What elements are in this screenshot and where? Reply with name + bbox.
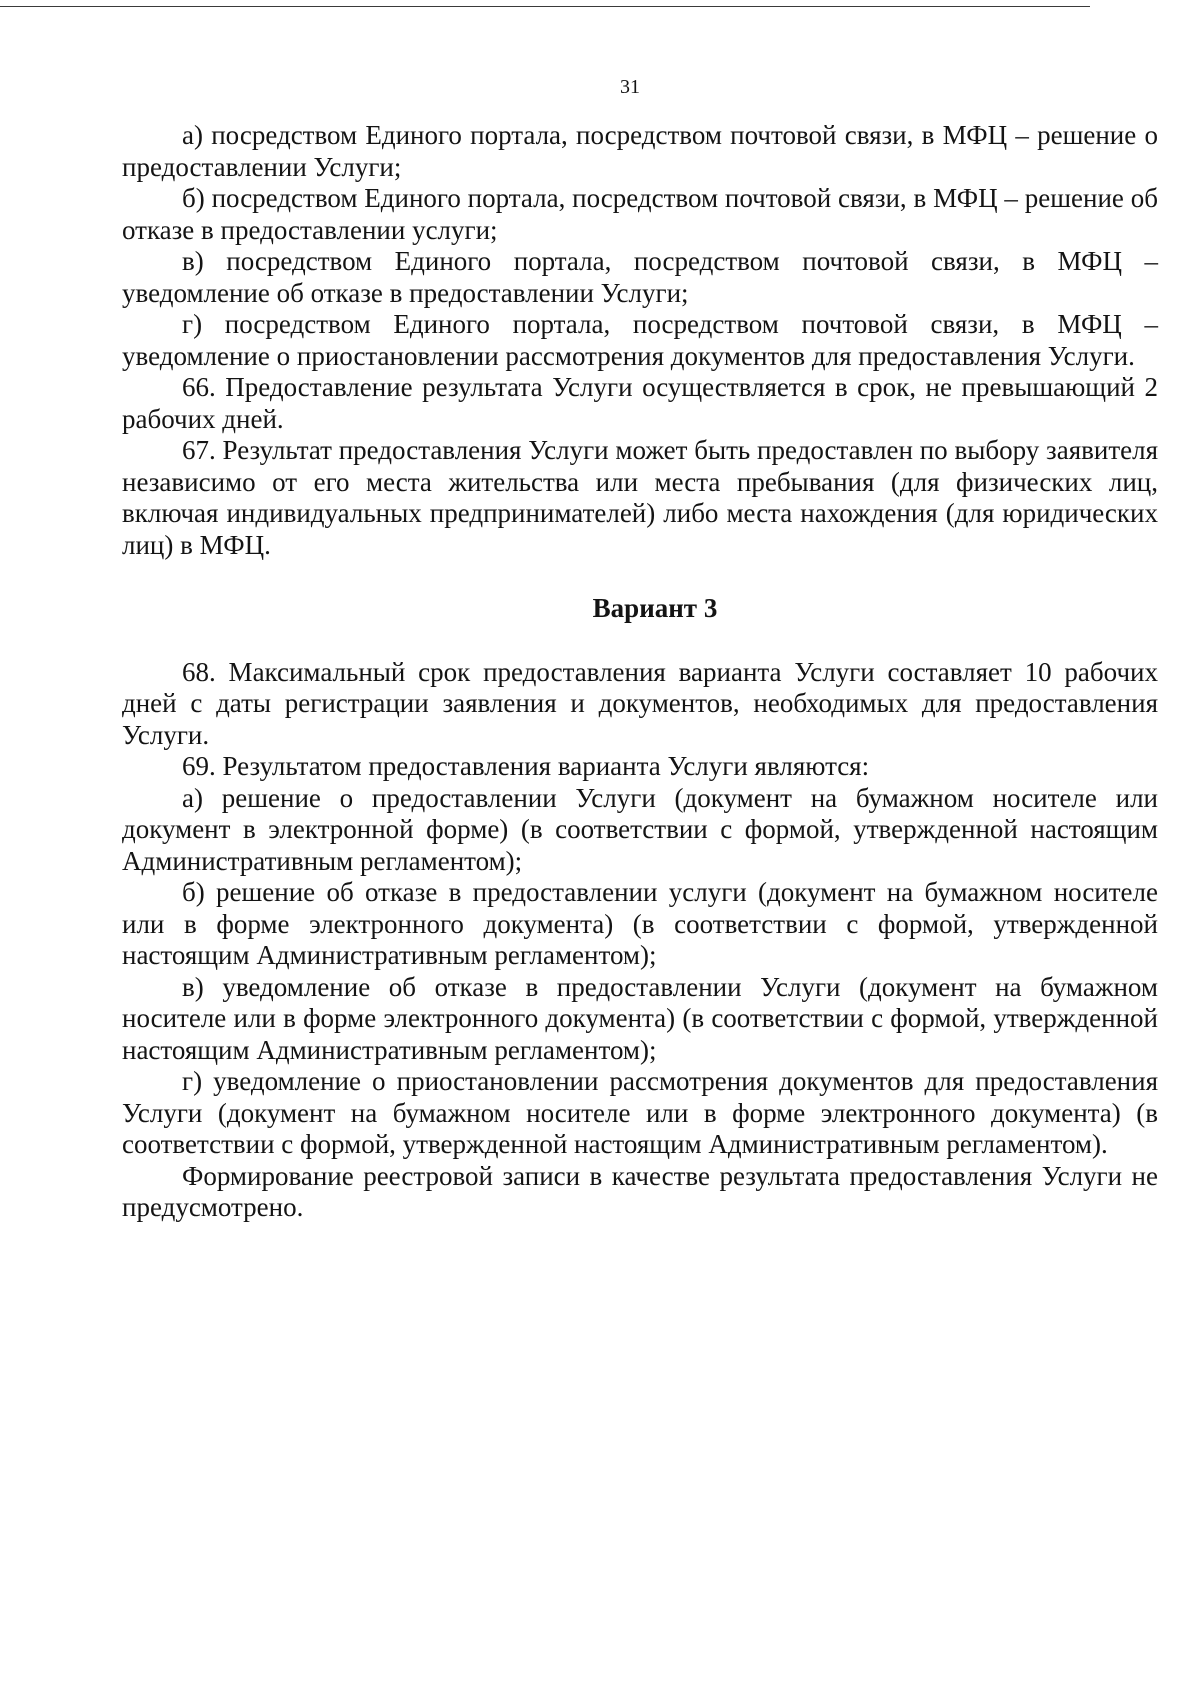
section-heading: Вариант 3 <box>592 593 718 623</box>
paragraph-68: 68. Максимальный срок предоставления варианта Услуги составляет 10 рабочих дней с даты регистрации заявления и документов, необходимых для предоставления Услуги. <box>122 656 1158 750</box>
paragraph-g-top: г) посредством Единого портала, посредством почтовой связи, в МФЦ – уведомление о приостановлении рассмотрения документов для предоставления Услуги. <box>122 309 1158 371</box>
paragraph-b-top: б) посредством Единого портала, посредством почтовой связи, в МФЦ – решение об отказе в предоставлении услуги; <box>122 183 1158 245</box>
paragraph-registry-note: Формирование реестровой записи в качестве результата предоставления Услуги не предусмотрено. <box>122 1160 1158 1222</box>
page-number: 31 <box>620 76 640 98</box>
paragraph-v-top: в) посредством Единого портала, посредством почтовой связи, в МФЦ – уведомление об отказе в предоставлении Услуги; <box>122 246 1158 308</box>
paragraph-a-bottom: а) решение о предоставлении Услуги (документ на бумажном носителе или документ в электронной форме) (в соответствии с формой, утвержденной настоящим Административным регламентом); <box>122 782 1158 876</box>
paragraph-67: 67. Результат предоставления Услуги может быть предоставлен по выбору заявителя независимо от его места жительства или места пребывания (для физических лиц, включая индивидуальных предпринимателей) либо места нахождения (для юридических лиц) в МФЦ. <box>122 435 1158 560</box>
paragraph-66: 66. Предоставление результата Услуги осуществляется в срок, не превышающий 2 рабочих дней. <box>122 372 1158 434</box>
paragraph-g-bottom: г) уведомление о приостановлении рассмотрения документов для предоставления Услуги (документ на бумажном носителе или в форме электронного документа) (в соответствии с формой, утвержденной настоящим Административным регламентом). <box>122 1066 1158 1159</box>
paragraph-69: 69. Результатом предоставления варианта Услуги являются: <box>182 751 870 781</box>
paragraph-a-top: а) посредством Единого портала, посредством почтовой связи, в МФЦ – решение о предоставлении Услуги; <box>122 120 1158 182</box>
document-body <box>122 120 1158 1224</box>
paragraph-b-bottom: б) решение об отказе в предоставлении услуги (документ на бумажном носителе или в форме электронного документа) (в соответствии с формой, утвержденной настоящим Административным регламентом); <box>122 877 1158 970</box>
paragraph-v-bottom: в) уведомление об отказе в предоставлении Услуги (документ на бумажном носителе или в форме электронного документа) (в соответствии с формой, утвержденной настоящим Административным регламентом); <box>122 971 1158 1065</box>
scan-border-line <box>0 6 1090 7</box>
